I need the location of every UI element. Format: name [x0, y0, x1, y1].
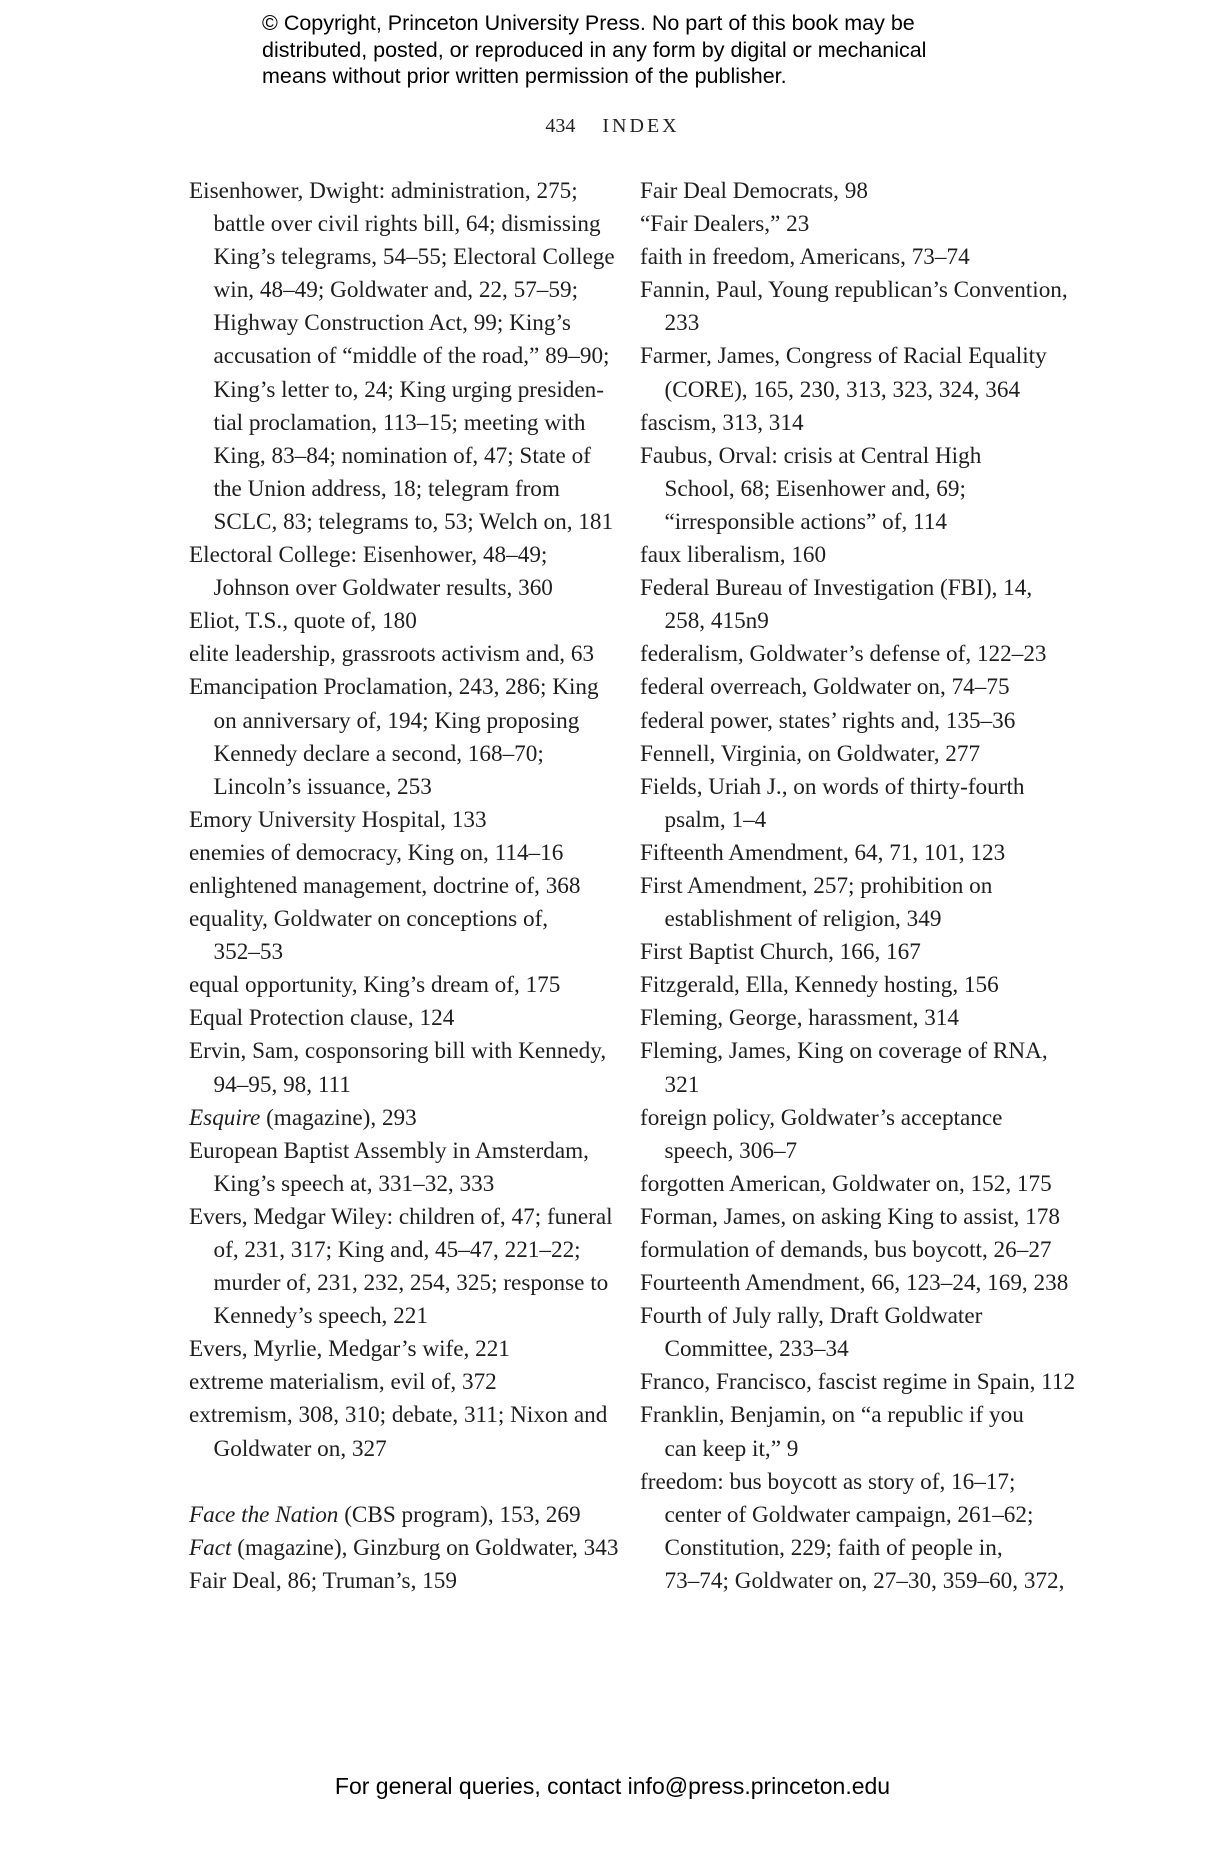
index-entry: [189, 1499, 609, 1532]
index-entry-line: Fourteenth Amendment, 66, 123–24, 169, 238: [640, 1270, 1069, 1297]
index-entry: [189, 1565, 609, 1598]
index-entry-line: Farmer, James, Congress of Racial Equality: [640, 343, 1047, 370]
index-entry: [189, 175, 615, 539]
index-entry: [640, 1102, 1080, 1168]
index-entry-line: Highway Construction Act, 99; King’s: [213, 310, 571, 337]
index-entry-line: [189, 1499, 609, 1532]
index-entry: [189, 837, 609, 870]
index-entry: [189, 605, 609, 638]
index-entry-line: enemies of democracy, King on, 114–16: [189, 839, 564, 866]
running-title: INDEX: [602, 115, 680, 137]
footer-contact: For general queries, contact info@press.princeton.edu: [334, 1773, 891, 1799]
index-entry: [189, 671, 609, 803]
index-entry: [189, 1366, 609, 1399]
index-entry: [189, 870, 609, 903]
index-entry: [640, 1399, 1080, 1465]
index-column-left: [189, 175, 619, 1598]
index-entry-line: Fitzgerald, Ella, Kennedy hosting, 156: [640, 972, 999, 999]
index-entry-line: can keep it,” 9: [664, 1435, 799, 1462]
index-entry-line: murder of, 231, 232, 254, 325; response to: [213, 1270, 609, 1297]
index-entry-line: Emory University Hospital, 133: [189, 806, 487, 833]
index-entry-line: “irresponsible actions” of, 114: [664, 508, 947, 535]
index-entry-line: 352–53: [213, 939, 284, 966]
index-entry-title: Fact: [189, 1534, 232, 1561]
index-entry-line: Fleming, James, King on coverage of RNA,: [640, 1038, 1048, 1065]
index-entry-line: Kennedy’s speech, 221: [213, 1303, 428, 1330]
index-entry: [189, 1002, 609, 1035]
index-entry-text: (CBS program), 153, 269: [338, 1501, 581, 1528]
index-entry: [640, 241, 1080, 274]
index-entry-line: Goldwater on, 327: [213, 1435, 387, 1462]
index-entry-line: Fair Deal Democrats, 98: [640, 178, 868, 204]
index-entry-line: the Union address, 18; telegram from: [213, 475, 560, 502]
index-entry-line: 233: [664, 310, 700, 337]
index-entry-line: of, 231, 317; King and, 45–47, 221–22;: [213, 1237, 581, 1263]
index-entry-line: King’s letter to, 24; King urging presiden-: [213, 376, 604, 403]
index-entry: [640, 1002, 1080, 1035]
copyright-line: © Copyright, Princeton University Press. No part of this book may be: [262, 11, 915, 35]
index-entry-line: establishment of religion, 349: [664, 906, 942, 933]
index-entry-line: 94–95, 98, 111: [213, 1071, 351, 1098]
index-entry-line: 321: [664, 1071, 700, 1098]
index-entry-line: psalm, 1–4: [664, 806, 767, 833]
index-entry-text: (magazine), 293: [260, 1104, 417, 1131]
index-entry: [640, 407, 1080, 440]
index-entry-line: Constitution, 229; faith of people in,: [664, 1534, 1003, 1561]
index-entry-line: extreme materialism, evil of, 372: [189, 1369, 497, 1396]
index-entry-line: Fennell, Virginia, on Goldwater, 277: [640, 740, 981, 767]
index-entry: [640, 936, 1080, 969]
index-entry: [189, 638, 609, 671]
index-entry-line: Committee, 233–34: [664, 1336, 849, 1363]
index-entry-line: Federal Bureau of Investigation (FBI), 14,: [640, 575, 1033, 602]
index-entry: [189, 1333, 609, 1366]
index-entry-line: Fields, Uriah J., on words of thirty-fourth: [640, 773, 1025, 800]
index-entry-line: King’s telegrams, 54–55; Electoral College: [213, 244, 615, 271]
index-entry-line: federalism, Goldwater’s defense of, 122–23: [640, 641, 1047, 668]
index-entry-line: Lincoln’s issuance, 253: [213, 773, 432, 800]
index-entry: [640, 1201, 1080, 1234]
index-entry-line: extremism, 308, 310; debate, 311; Nixon and: [189, 1402, 608, 1429]
index-entry-line: Evers, Myrlie, Medgar’s wife, 221: [189, 1336, 510, 1363]
index-entry-line: “Fair Dealers,” 23: [640, 211, 810, 238]
copyright-line: distributed, posted, or reproduced in any form by digital or mechanical: [262, 37, 927, 62]
index-entry-line: First Baptist Church, 166, 167: [640, 939, 921, 966]
index-entry: [640, 340, 1080, 406]
index-entry-line: federal power, states’ rights and, 135–36: [640, 707, 1016, 734]
index-column-right: [640, 175, 1080, 1598]
index-entry-line: enlightened management, doctrine of, 368: [189, 872, 581, 899]
index-entry-line: 73–74; Goldwater on, 27–30, 359–60, 372,: [664, 1567, 1065, 1594]
index-entry-line: Fleming, George, harassment, 314: [640, 1005, 959, 1032]
index-entry: [640, 870, 1080, 936]
index-entry-line: Ervin, Sam, cosponsoring bill with Kennedy,: [189, 1038, 607, 1065]
index-entry-line: accusation of “middle of the road,” 89–90;: [213, 343, 610, 370]
index-entry-title: Face the Nation: [189, 1501, 339, 1528]
index-entry: [640, 1300, 1080, 1366]
index-entry-line: formulation of demands, bus boycott, 26–27: [640, 1237, 1052, 1263]
index-entry-line: 258, 415n9: [664, 608, 769, 635]
index-entry-line: Electoral College: Eisenhower, 48–49;: [189, 542, 548, 569]
index-entry: [640, 638, 1080, 671]
index-entry-line: center of Goldwater campaign, 261–62;: [664, 1501, 1034, 1528]
index-entry-line: King, 83–84; nomination of, 47; State of: [213, 442, 591, 469]
index-entry-line: equal opportunity, King’s dream of, 175: [189, 972, 561, 999]
index-entry: [640, 969, 1080, 1002]
index-entry-line: equality, Goldwater on conceptions of,: [189, 906, 549, 933]
index-entry-line: [189, 1532, 619, 1565]
index-entry: [189, 969, 609, 1002]
index-entry-line: freedom: bus boycott as story of, 16–17;: [640, 1468, 1016, 1495]
copyright-notice: [262, 10, 1042, 90]
index-entry: [640, 771, 1080, 837]
index-entry: [189, 1035, 609, 1101]
index-entry-line: fascism, 313, 314: [640, 409, 804, 436]
index-entry: [640, 1234, 1080, 1267]
index-entry-line: Faubus, Orval: crisis at Central High: [640, 442, 982, 469]
index-entry-line: faux liberalism, 160: [640, 542, 827, 569]
index-entry-line: forgotten American, Goldwater on, 152, 175: [640, 1170, 1052, 1197]
index-entry-line: win, 48–49; Goldwater and, 22, 57–59;: [213, 277, 579, 304]
index-entry-line: Evers, Medgar Wiley: children of, 47; funeral: [189, 1203, 613, 1230]
index-entry: [640, 572, 1080, 638]
index-entry: [640, 1267, 1080, 1300]
index-entry: [640, 671, 1080, 704]
index-entry: [640, 705, 1080, 738]
index-entry-line: First Amendment, 257; prohibition on: [640, 872, 993, 899]
index-entry-line: Johnson over Goldwater results, 360: [213, 575, 553, 602]
index-entry-line: Fourth of July rally, Draft Goldwater: [640, 1303, 983, 1330]
index-entry: [640, 1366, 1080, 1399]
index-entry-line: Kennedy declare a second, 168–70;: [213, 740, 544, 767]
index-entry: [189, 1201, 613, 1333]
index-entry-line: Fair Deal, 86; Truman’s, 159: [189, 1567, 457, 1594]
page-number: 434: [545, 115, 576, 137]
index-entry-line: School, 68; Eisenhower and, 69;: [664, 475, 966, 502]
index-entry-line: federal overreach, Goldwater on, 74–75: [640, 674, 1010, 701]
index-entry: [189, 903, 609, 969]
index-entry-line: battle over civil rights bill, 64; dismissing: [213, 211, 601, 238]
index-entry-text: (magazine), Ginzburg on Goldwater, 343: [231, 1534, 619, 1561]
index-entry-line: Fannin, Paul, Young republican’s Convention,: [640, 277, 1068, 304]
index-entry: [640, 440, 1080, 539]
index-entry-line: Equal Protection clause, 124: [189, 1005, 455, 1032]
index-entry-line: SCLC, 83; telegrams to, 53; Welch on, 181: [213, 508, 614, 535]
index-entry: [640, 1168, 1080, 1201]
index-entry: [189, 1532, 619, 1565]
index-entry-line: (CORE), 165, 230, 313, 323, 324, 364: [664, 376, 1021, 403]
index-entry-line: foreign policy, Goldwater’s acceptance: [640, 1104, 1003, 1131]
index-entry-title: Esquire: [189, 1104, 261, 1131]
index-entry-line: Eliot, T.S., quote of, 180: [189, 608, 417, 635]
index-entry-line: King’s speech at, 331–32, 333: [213, 1170, 495, 1197]
index-entry-line: Emancipation Proclamation, 243, 286; King: [189, 674, 599, 701]
index-entry: [189, 1399, 609, 1465]
index-entry: [640, 837, 1080, 870]
index-entry: [189, 1102, 609, 1135]
index-entry: [640, 208, 1080, 241]
index-entry-line: Forman, James, on asking King to assist, 178: [640, 1203, 1060, 1230]
index-entry-line: European Baptist Assembly in Amsterdam,: [189, 1137, 589, 1164]
copyright-line: means without prior written permission of the publisher.: [262, 64, 787, 88]
index-entry: [640, 175, 1080, 208]
index-entry: [189, 539, 609, 605]
index-entry: [640, 539, 1080, 572]
index-entry-line: on anniversary of, 194; King proposing: [213, 707, 580, 734]
index-entry: [640, 1035, 1080, 1101]
running-head: [0, 113, 1225, 139]
index-entry-line: faith in freedom, Americans, 73–74: [640, 244, 970, 271]
index-entry-line: speech, 306–7: [664, 1137, 798, 1164]
index-entry-line: Eisenhower, Dwight: administration, 275;: [189, 178, 578, 204]
index-entry: [640, 274, 1080, 340]
index-entry-line: Fifteenth Amendment, 64, 71, 101, 123: [640, 839, 1006, 866]
index-entry-line: [189, 1102, 609, 1135]
index-entry-line: elite leadership, grassroots activism and, 63: [189, 641, 595, 668]
index-entry-line: tial proclamation, 113–15; meeting with: [213, 409, 586, 436]
index-entry-line: Franklin, Benjamin, on “a republic if you: [640, 1402, 1024, 1429]
index-entry: [640, 738, 1080, 771]
index-entry: [640, 1466, 1080, 1598]
index-entry-line: Franco, Francisco, fascist regime in Spain, 112: [640, 1369, 1076, 1396]
index-entry: [189, 804, 609, 837]
index-entry: [189, 1135, 609, 1201]
